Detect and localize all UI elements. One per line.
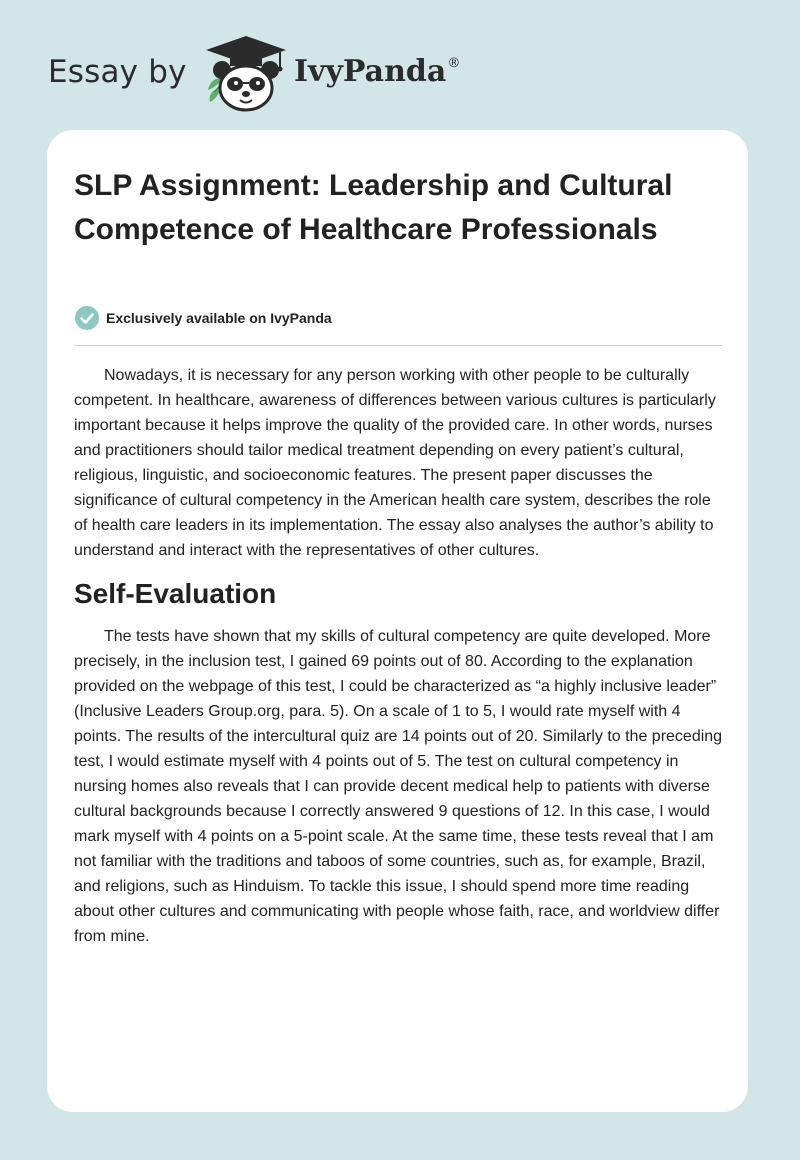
check-circle-icon <box>74 305 100 331</box>
site-header <box>48 34 528 114</box>
essay-card <box>47 130 748 1112</box>
exclusive-badge <box>74 305 332 331</box>
essay-title: SLP Assignment: Leadership and Cultural Competence of Healthcare Professionals <box>74 169 673 246</box>
essay-by-label: Essay by <box>48 54 187 90</box>
exclusive-badge-label: Exclusively available on IvyPanda <box>106 310 332 326</box>
panda-graduate-icon <box>200 34 292 114</box>
title-divider <box>74 345 722 346</box>
self-evaluation-paragraph: The tests have shown that my skills of cultural competency are quite developed. More precisely, in the inclusion test, I gained 69 points out of 80. According to the explanation provided on the webpage of this test, I could be characterized as “a highly inclusive leader” (Inclusive Leaders Group.org, para. 5). On a scale of 1 to 5, I would rate myself with 4 points. The results of the intercultural quiz are 14 points out of 20. Similarly to the preceding test, I would estimate myself with 4 points out of 5. The test on cultural competency in nursing homes also reveals that I can provide decent medical help to patients with diverse cultural backgrounds because I correctly answered 9 questions of 12. In this case, I would mark myself with 4 points on a 5-point scale. At the same time, these tests reveal that I am not familiar with the traditions and taboos of some countries, such as, for example, Brazil, and religions, such as Hinduism. To tackle this issue, I should spend more time reading about other cultures and communicating with people whose faith, race, and worldview differ from mine. <box>74 628 723 945</box>
trademark-symbol: ® <box>447 56 461 71</box>
brand-name: IvyPanda® <box>294 54 461 89</box>
intro-paragraph: Nowadays, it is necessary for any person working with other people to be culturally competent. In healthcare, awareness of differences between various cultures is particularly important because it helps improve the quality of the provided care. In other words, nurses and practitioners should tailor medical treatment depending on every patient’s cultural, religious, linguistic, and socioeconomic features. The present paper discusses the significance of cultural competency in the American health care system, describes the role of health care leaders in its implementation. The essay also analyses the author’s ability to understand and interact with the representatives of other cultures. <box>74 367 716 559</box>
section-heading-self-evaluation: Self-Evaluation <box>74 578 277 609</box>
